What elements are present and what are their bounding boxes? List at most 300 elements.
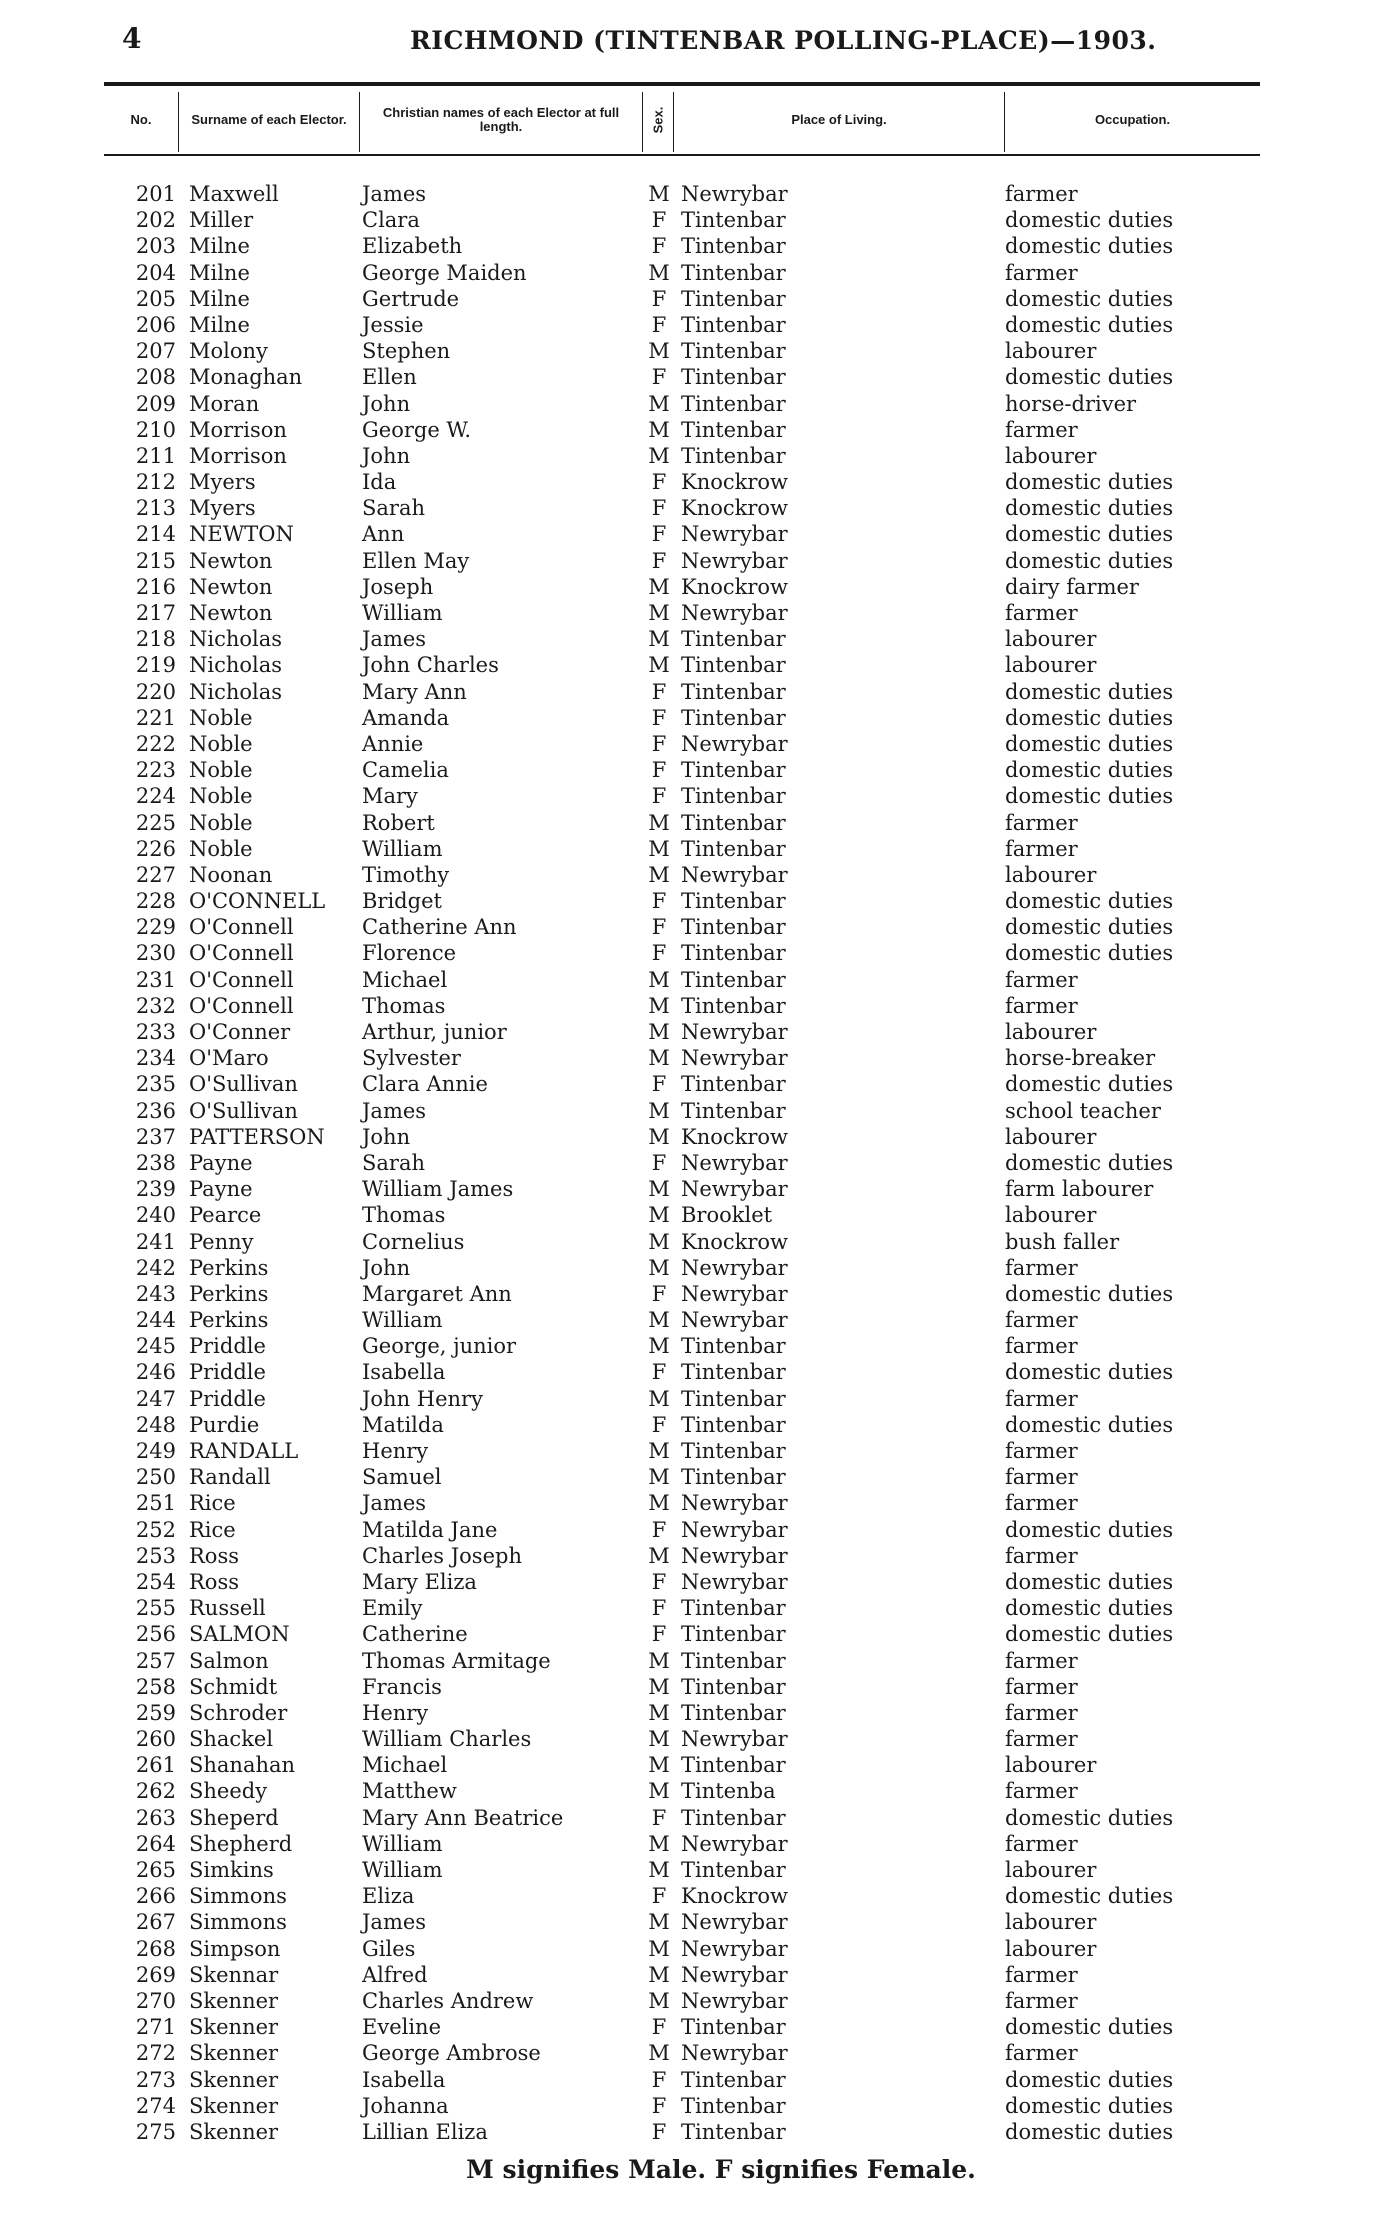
elector-christian-names: Joseph: [362, 574, 434, 599]
elector-row: [0, 1648, 1382, 1674]
elector-number: 203: [135, 234, 176, 259]
elector-sex: F: [651, 1281, 667, 1306]
elector-place-of-living: Newrybar: [681, 1281, 788, 1306]
elector-occupation: labourer: [1005, 1858, 1097, 1882]
elector-number: 218: [135, 627, 176, 652]
elector-christian-names: Michael: [362, 967, 448, 992]
elector-sex: M: [648, 1439, 670, 1463]
elector-occupation: domestic duties: [1005, 365, 1174, 390]
elector-sex: M: [648, 810, 670, 835]
elector-christian-names: Arthur, junior: [362, 1020, 507, 1044]
elector-number: 261: [135, 1753, 176, 1778]
header-christian-label: Christian names of each Elector at full length.: [382, 105, 620, 134]
elector-place-of-living: Tintenbar: [681, 1098, 786, 1123]
elector-row: [0, 1124, 1382, 1150]
elector-occupation: domestic duties: [1005, 941, 1174, 966]
header-sex: [643, 86, 673, 154]
elector-surname: Shanahan: [189, 1753, 296, 1778]
elector-sex: M: [648, 1962, 670, 1987]
elector-christian-names: Giles: [362, 1936, 416, 1961]
elector-sex: M: [648, 1648, 670, 1673]
elector-surname: Skenner: [189, 2093, 279, 2118]
elector-row: [0, 862, 1382, 888]
elector-christian-names: Eliza: [362, 1884, 415, 1909]
elector-row: [0, 810, 1382, 836]
elector-row: [0, 521, 1382, 547]
elector-christian-names: Sarah: [362, 496, 425, 521]
elector-number: 271: [135, 2015, 176, 2040]
elector-christian-names: George, junior: [362, 1334, 517, 1359]
elector-place-of-living: Newrybar: [681, 1962, 788, 1987]
elector-row: [0, 469, 1382, 495]
elector-row: [0, 1805, 1382, 1831]
elector-christian-names: Margaret Ann: [362, 1281, 512, 1306]
elector-surname: Nicholas: [189, 679, 283, 704]
elector-sex: M: [648, 339, 670, 364]
elector-place-of-living: Tintenbar: [681, 679, 786, 704]
elector-row: [0, 783, 1382, 809]
elector-sex: F: [651, 312, 667, 337]
elector-row: [0, 600, 1382, 626]
elector-number: 247: [135, 1386, 176, 1411]
elector-number: 273: [135, 2067, 176, 2092]
elector-row: [0, 207, 1382, 233]
elector-surname: Milne: [189, 286, 250, 311]
elector-occupation: domestic duties: [1005, 234, 1174, 259]
elector-row: [0, 443, 1382, 469]
elector-number: 206: [135, 312, 176, 337]
elector-number: 209: [135, 391, 176, 416]
elector-christian-names: William: [362, 1308, 443, 1333]
elector-christian-names: Francis: [362, 1674, 442, 1699]
elector-row: [0, 1988, 1382, 2014]
elector-number: 241: [135, 1229, 176, 1254]
elector-surname: Payne: [189, 1177, 253, 1202]
elector-place-of-living: Newrybar: [681, 1910, 788, 1935]
elector-number: 240: [135, 1203, 176, 1228]
elector-row: [0, 1150, 1382, 1176]
elector-surname: Morrison: [189, 443, 287, 468]
elector-christian-names: Alfred: [362, 1962, 428, 1987]
elector-row: [0, 1176, 1382, 1202]
elector-christian-names: Ann: [362, 522, 405, 547]
elector-number: 215: [135, 548, 176, 573]
elector-surname: Newton: [189, 574, 273, 599]
elector-surname: Miller: [189, 208, 254, 233]
elector-occupation: domestic duties: [1005, 2067, 1174, 2092]
elector-sex: F: [651, 1569, 667, 1594]
elector-place-of-living: Tintenbar: [681, 1700, 786, 1725]
elector-place-of-living: Knockrow: [681, 470, 788, 495]
elector-surname: Priddle: [189, 1386, 266, 1411]
elector-place-of-living: Tintenbar: [681, 2093, 786, 2118]
elector-row: [0, 1019, 1382, 1045]
elector-place-of-living: Tintenbar: [681, 260, 786, 285]
elector-row: [0, 1098, 1382, 1124]
elector-occupation: horse-breaker: [1005, 1046, 1156, 1071]
elector-place-of-living: Tintenbar: [681, 1386, 786, 1411]
elector-sex: M: [648, 1727, 670, 1752]
elector-christian-names: William: [362, 1858, 443, 1882]
elector-surname: Sheedy: [189, 1779, 268, 1804]
elector-christian-names: Matilda Jane: [362, 1517, 498, 1542]
elector-sex: M: [648, 862, 670, 887]
elector-surname: Noonan: [189, 862, 273, 887]
elector-number: 258: [135, 1674, 176, 1699]
elector-sex: F: [651, 208, 667, 233]
elector-place-of-living: Tintenbar: [681, 234, 786, 259]
elector-sex: M: [648, 1177, 670, 1202]
elector-occupation: farmer: [1005, 417, 1078, 442]
elector-christian-names: George Ambrose: [362, 2041, 541, 2066]
elector-surname: Russell: [189, 1596, 266, 1621]
elector-christian-names: Mary Ann Beatrice: [362, 1805, 564, 1830]
elector-surname: Noble: [189, 731, 253, 756]
elector-number: 226: [135, 836, 176, 861]
elector-occupation: domestic duties: [1005, 496, 1174, 521]
elector-christian-names: John: [362, 1124, 411, 1149]
elector-place-of-living: Newrybar: [681, 862, 788, 887]
elector-place-of-living: Newrybar: [681, 1543, 788, 1568]
elector-place-of-living: Tintenbar: [681, 836, 786, 861]
elector-place-of-living: Knockrow: [681, 496, 788, 521]
elector-sex: M: [648, 1020, 670, 1044]
elector-surname: O'CONNELL: [189, 889, 326, 914]
elector-christian-names: Gertrude: [362, 286, 460, 311]
elector-row: [0, 417, 1382, 443]
elector-sex: F: [651, 2093, 667, 2118]
elector-surname: O'Conner: [189, 1020, 291, 1044]
elector-surname: SALMON: [189, 1622, 290, 1647]
elector-christian-names: Ida: [362, 470, 397, 495]
elector-christian-names: James: [362, 627, 427, 652]
elector-number: 242: [135, 1255, 176, 1280]
elector-sex: F: [651, 705, 667, 730]
elector-number: 201: [135, 182, 176, 206]
elector-place-of-living: Tintenbar: [681, 1648, 786, 1673]
elector-row: [0, 1229, 1382, 1255]
elector-row: [0, 1255, 1382, 1281]
elector-surname: Noble: [189, 836, 253, 861]
elector-row: [0, 1595, 1382, 1621]
elector-row: [0, 233, 1382, 259]
elector-christian-names: Sarah: [362, 1150, 425, 1175]
elector-place-of-living: Tintenbar: [681, 312, 786, 337]
elector-row: [0, 1700, 1382, 1726]
elector-surname: Skenner: [189, 1988, 279, 2013]
elector-place-of-living: Tintenbar: [681, 286, 786, 311]
elector-occupation: farmer: [1005, 1831, 1078, 1856]
elector-surname: O'Connell: [189, 993, 294, 1018]
elector-number: 251: [135, 1491, 176, 1516]
elector-surname: Randall: [189, 1465, 271, 1490]
elector-number: 239: [135, 1177, 176, 1202]
elector-place-of-living: Newrybar: [681, 601, 788, 625]
elector-christian-names: William: [362, 601, 443, 625]
sex-legend-footer: M signifies Male. F signifies Female.: [466, 2155, 976, 2184]
elector-sex: M: [648, 1543, 670, 1568]
elector-number: 270: [135, 1988, 176, 2013]
elector-christian-names: Eveline: [362, 2015, 442, 2040]
elector-row: [0, 1936, 1382, 1962]
elector-surname: Shackel: [189, 1727, 274, 1752]
elector-place-of-living: Tintenbar: [681, 889, 786, 914]
elector-place-of-living: Tintenbar: [681, 2067, 786, 2092]
elector-sex: M: [648, 1124, 670, 1149]
elector-number: 224: [135, 784, 176, 809]
elector-row: [0, 2040, 1382, 2066]
elector-number: 263: [135, 1805, 176, 1830]
elector-sex: M: [648, 1386, 670, 1411]
elector-occupation: farmer: [1005, 1465, 1078, 1490]
elector-place-of-living: Knockrow: [681, 1229, 788, 1254]
elector-row: [0, 1962, 1382, 1988]
elector-number: 211: [135, 443, 176, 468]
elector-sex: M: [648, 1700, 670, 1725]
elector-place-of-living: Tintenbar: [681, 1805, 786, 1830]
elector-surname: Milne: [189, 234, 250, 259]
elector-row: [0, 993, 1382, 1019]
elector-row: [0, 1543, 1382, 1569]
elector-occupation: domestic duties: [1005, 286, 1174, 311]
elector-row: [0, 652, 1382, 678]
elector-christian-names: William Charles: [362, 1727, 532, 1752]
elector-christian-names: Mary Ann: [362, 679, 467, 704]
elector-sex: M: [648, 391, 670, 416]
elector-surname: Perkins: [189, 1308, 269, 1333]
elector-row: [0, 1045, 1382, 1071]
header-sex-label: Sex.: [650, 106, 665, 134]
elector-occupation: domestic duties: [1005, 915, 1174, 940]
elector-occupation: farmer: [1005, 1779, 1078, 1804]
elector-sex: F: [651, 234, 667, 259]
elector-occupation: farmer: [1005, 1491, 1078, 1516]
elector-occupation: domestic duties: [1005, 208, 1174, 233]
elector-place-of-living: Tintenbar: [681, 810, 786, 835]
elector-occupation: farmer: [1005, 967, 1078, 992]
elector-surname: Simmons: [189, 1910, 287, 1935]
elector-place-of-living: Newrybar: [681, 1308, 788, 1333]
elector-number: 275: [135, 2119, 176, 2144]
elector-surname: O'Connell: [189, 967, 294, 992]
elector-sex: M: [648, 601, 670, 625]
elector-occupation: farmer: [1005, 1439, 1078, 1463]
elector-surname: O'Sullivan: [189, 1072, 298, 1097]
elector-surname: Pearce: [189, 1203, 262, 1228]
elector-occupation: domestic duties: [1005, 1412, 1174, 1437]
elector-place-of-living: Newrybar: [681, 1150, 788, 1175]
elector-place-of-living: Tintenbar: [681, 1412, 786, 1437]
elector-occupation: farmer: [1005, 1386, 1078, 1411]
elector-occupation: farmer: [1005, 1648, 1078, 1673]
elector-surname: Simkins: [189, 1858, 274, 1882]
elector-place-of-living: Knockrow: [681, 1884, 788, 1909]
elector-sex: F: [651, 1360, 667, 1385]
elector-row: [0, 626, 1382, 652]
elector-sex: M: [648, 574, 670, 599]
elector-number: 250: [135, 1465, 176, 1490]
elector-sex: M: [648, 417, 670, 442]
elector-surname: PATTERSON: [189, 1124, 325, 1149]
elector-christian-names: Clara: [362, 208, 420, 233]
elector-christian-names: William James: [362, 1177, 514, 1202]
elector-place-of-living: Newrybar: [681, 182, 788, 206]
elector-christian-names: Thomas: [362, 993, 446, 1018]
elector-occupation: domestic duties: [1005, 731, 1174, 756]
elector-christian-names: Catherine Ann: [362, 915, 517, 940]
elector-occupation: labourer: [1005, 1124, 1097, 1149]
elector-row: [0, 1778, 1382, 1804]
elector-row: [0, 836, 1382, 862]
elector-number: 216: [135, 574, 176, 599]
elector-christian-names: Henry: [362, 1700, 429, 1725]
elector-sex: F: [651, 286, 667, 311]
elector-occupation: domestic duties: [1005, 705, 1174, 730]
elector-sex: F: [651, 2015, 667, 2040]
elector-sex: F: [651, 941, 667, 966]
elector-place-of-living: Knockrow: [681, 574, 788, 599]
elector-surname: Noble: [189, 784, 253, 809]
elector-number: 221: [135, 705, 176, 730]
elector-christian-names: James: [362, 1491, 427, 1516]
elector-occupation: labourer: [1005, 1910, 1097, 1935]
elector-christian-names: William: [362, 1831, 443, 1856]
elector-surname: Payne: [189, 1150, 253, 1175]
elector-christian-names: Clara Annie: [362, 1072, 488, 1097]
elector-occupation: domestic duties: [1005, 1072, 1174, 1097]
elector-sex: F: [651, 496, 667, 521]
elector-place-of-living: Tintenbar: [681, 967, 786, 992]
elector-sex: F: [651, 1805, 667, 1830]
elector-row: [0, 286, 1382, 312]
elector-occupation: farmer: [1005, 2041, 1078, 2066]
elector-surname: Skenner: [189, 2015, 279, 2040]
elector-christian-names: Samuel: [362, 1465, 442, 1490]
elector-sex: F: [651, 2067, 667, 2092]
elector-number: 204: [135, 260, 176, 285]
elector-occupation: farm labourer: [1005, 1177, 1154, 1202]
elector-place-of-living: Tintenbar: [681, 1360, 786, 1385]
elector-christian-names: Sylvester: [362, 1046, 461, 1071]
elector-occupation: farmer: [1005, 182, 1078, 206]
elector-surname: Skenner: [189, 2041, 279, 2066]
elector-occupation: labourer: [1005, 339, 1097, 364]
elector-number: 222: [135, 731, 176, 756]
elector-row: [0, 940, 1382, 966]
elector-christian-names: John: [362, 1255, 411, 1280]
elector-occupation: domestic duties: [1005, 1596, 1174, 1621]
elector-row: [0, 1569, 1382, 1595]
elector-occupation: farmer: [1005, 260, 1078, 285]
elector-sex: F: [651, 1412, 667, 1437]
elector-number: 244: [135, 1308, 176, 1333]
elector-sex: M: [648, 1779, 670, 1804]
elector-number: 208: [135, 365, 176, 390]
elector-number: 237: [135, 1124, 176, 1149]
elector-surname: NEWTON: [189, 522, 294, 547]
elector-occupation: farmer: [1005, 1543, 1078, 1568]
elector-surname: Newton: [189, 548, 273, 573]
elector-christian-names: Florence: [362, 941, 457, 966]
elector-place-of-living: Newrybar: [681, 1936, 788, 1961]
elector-place-of-living: Tintenbar: [681, 1439, 786, 1463]
elector-occupation: farmer: [1005, 1255, 1078, 1280]
elector-surname: Penny: [189, 1229, 254, 1254]
elector-number: 225: [135, 810, 176, 835]
elector-number: 202: [135, 208, 176, 233]
elector-row: [0, 181, 1382, 207]
elector-surname: Priddle: [189, 1360, 266, 1385]
elector-surname: Schroder: [189, 1700, 288, 1725]
elector-sex: F: [651, 889, 667, 914]
elector-occupation: school teacher: [1005, 1098, 1161, 1123]
elector-occupation: domestic duties: [1005, 1569, 1174, 1594]
elector-sex: F: [651, 365, 667, 390]
elector-sex: M: [648, 1046, 670, 1071]
elector-sex: F: [651, 1622, 667, 1647]
elector-occupation: farmer: [1005, 1988, 1078, 2013]
elector-row: [0, 1412, 1382, 1438]
elector-surname: Skenner: [189, 2067, 279, 2092]
elector-christian-names: John Henry: [362, 1386, 483, 1411]
elector-row: [0, 705, 1382, 731]
elector-sex: M: [648, 1753, 670, 1778]
elector-christian-names: Mary: [362, 784, 418, 809]
elector-christian-names: James: [362, 182, 427, 206]
elector-surname: Noble: [189, 810, 253, 835]
elector-occupation: farmer: [1005, 1674, 1078, 1699]
elector-occupation: domestic duties: [1005, 522, 1174, 547]
elector-number: 248: [135, 1412, 176, 1437]
elector-place-of-living: Newrybar: [681, 1046, 788, 1071]
elector-sex: M: [648, 182, 670, 206]
elector-place-of-living: Tintenbar: [681, 2119, 786, 2144]
elector-occupation: farmer: [1005, 1334, 1078, 1359]
elector-place-of-living: Tintenbar: [681, 365, 786, 390]
elector-christian-names: Mary Eliza: [362, 1569, 477, 1594]
elector-surname: Morrison: [189, 417, 287, 442]
elector-row: [0, 1883, 1382, 1909]
elector-occupation: domestic duties: [1005, 758, 1174, 783]
elector-surname: Purdie: [189, 1412, 260, 1437]
elector-row: [0, 338, 1382, 364]
elector-row: [0, 1386, 1382, 1412]
elector-sex: F: [651, 679, 667, 704]
elector-surname: Perkins: [189, 1255, 269, 1280]
elector-surname: Priddle: [189, 1334, 266, 1359]
elector-christian-names: Stephen: [362, 339, 451, 364]
elector-place-of-living: Tintenbar: [681, 1753, 786, 1778]
elector-row: [0, 495, 1382, 521]
page-number: 4: [122, 22, 142, 55]
elector-occupation: farmer: [1005, 836, 1078, 861]
elector-sex: M: [648, 1988, 670, 2013]
elector-row: [0, 1071, 1382, 1097]
elector-christian-names: Charles Joseph: [362, 1543, 522, 1568]
elector-occupation: domestic duties: [1005, 784, 1174, 809]
elector-christian-names: Camelia: [362, 758, 449, 783]
elector-place-of-living: Tintenbar: [681, 941, 786, 966]
elector-occupation: domestic duties: [1005, 548, 1174, 573]
elector-occupation: domestic duties: [1005, 1360, 1174, 1385]
elector-row: [0, 1831, 1382, 1857]
elector-place-of-living: Tintenbar: [681, 1465, 786, 1490]
elector-occupation: farmer: [1005, 993, 1078, 1018]
elector-sex: F: [651, 731, 667, 756]
elector-row: [0, 1359, 1382, 1385]
elector-occupation: domestic duties: [1005, 470, 1174, 495]
elector-christian-names: John Charles: [362, 653, 499, 678]
